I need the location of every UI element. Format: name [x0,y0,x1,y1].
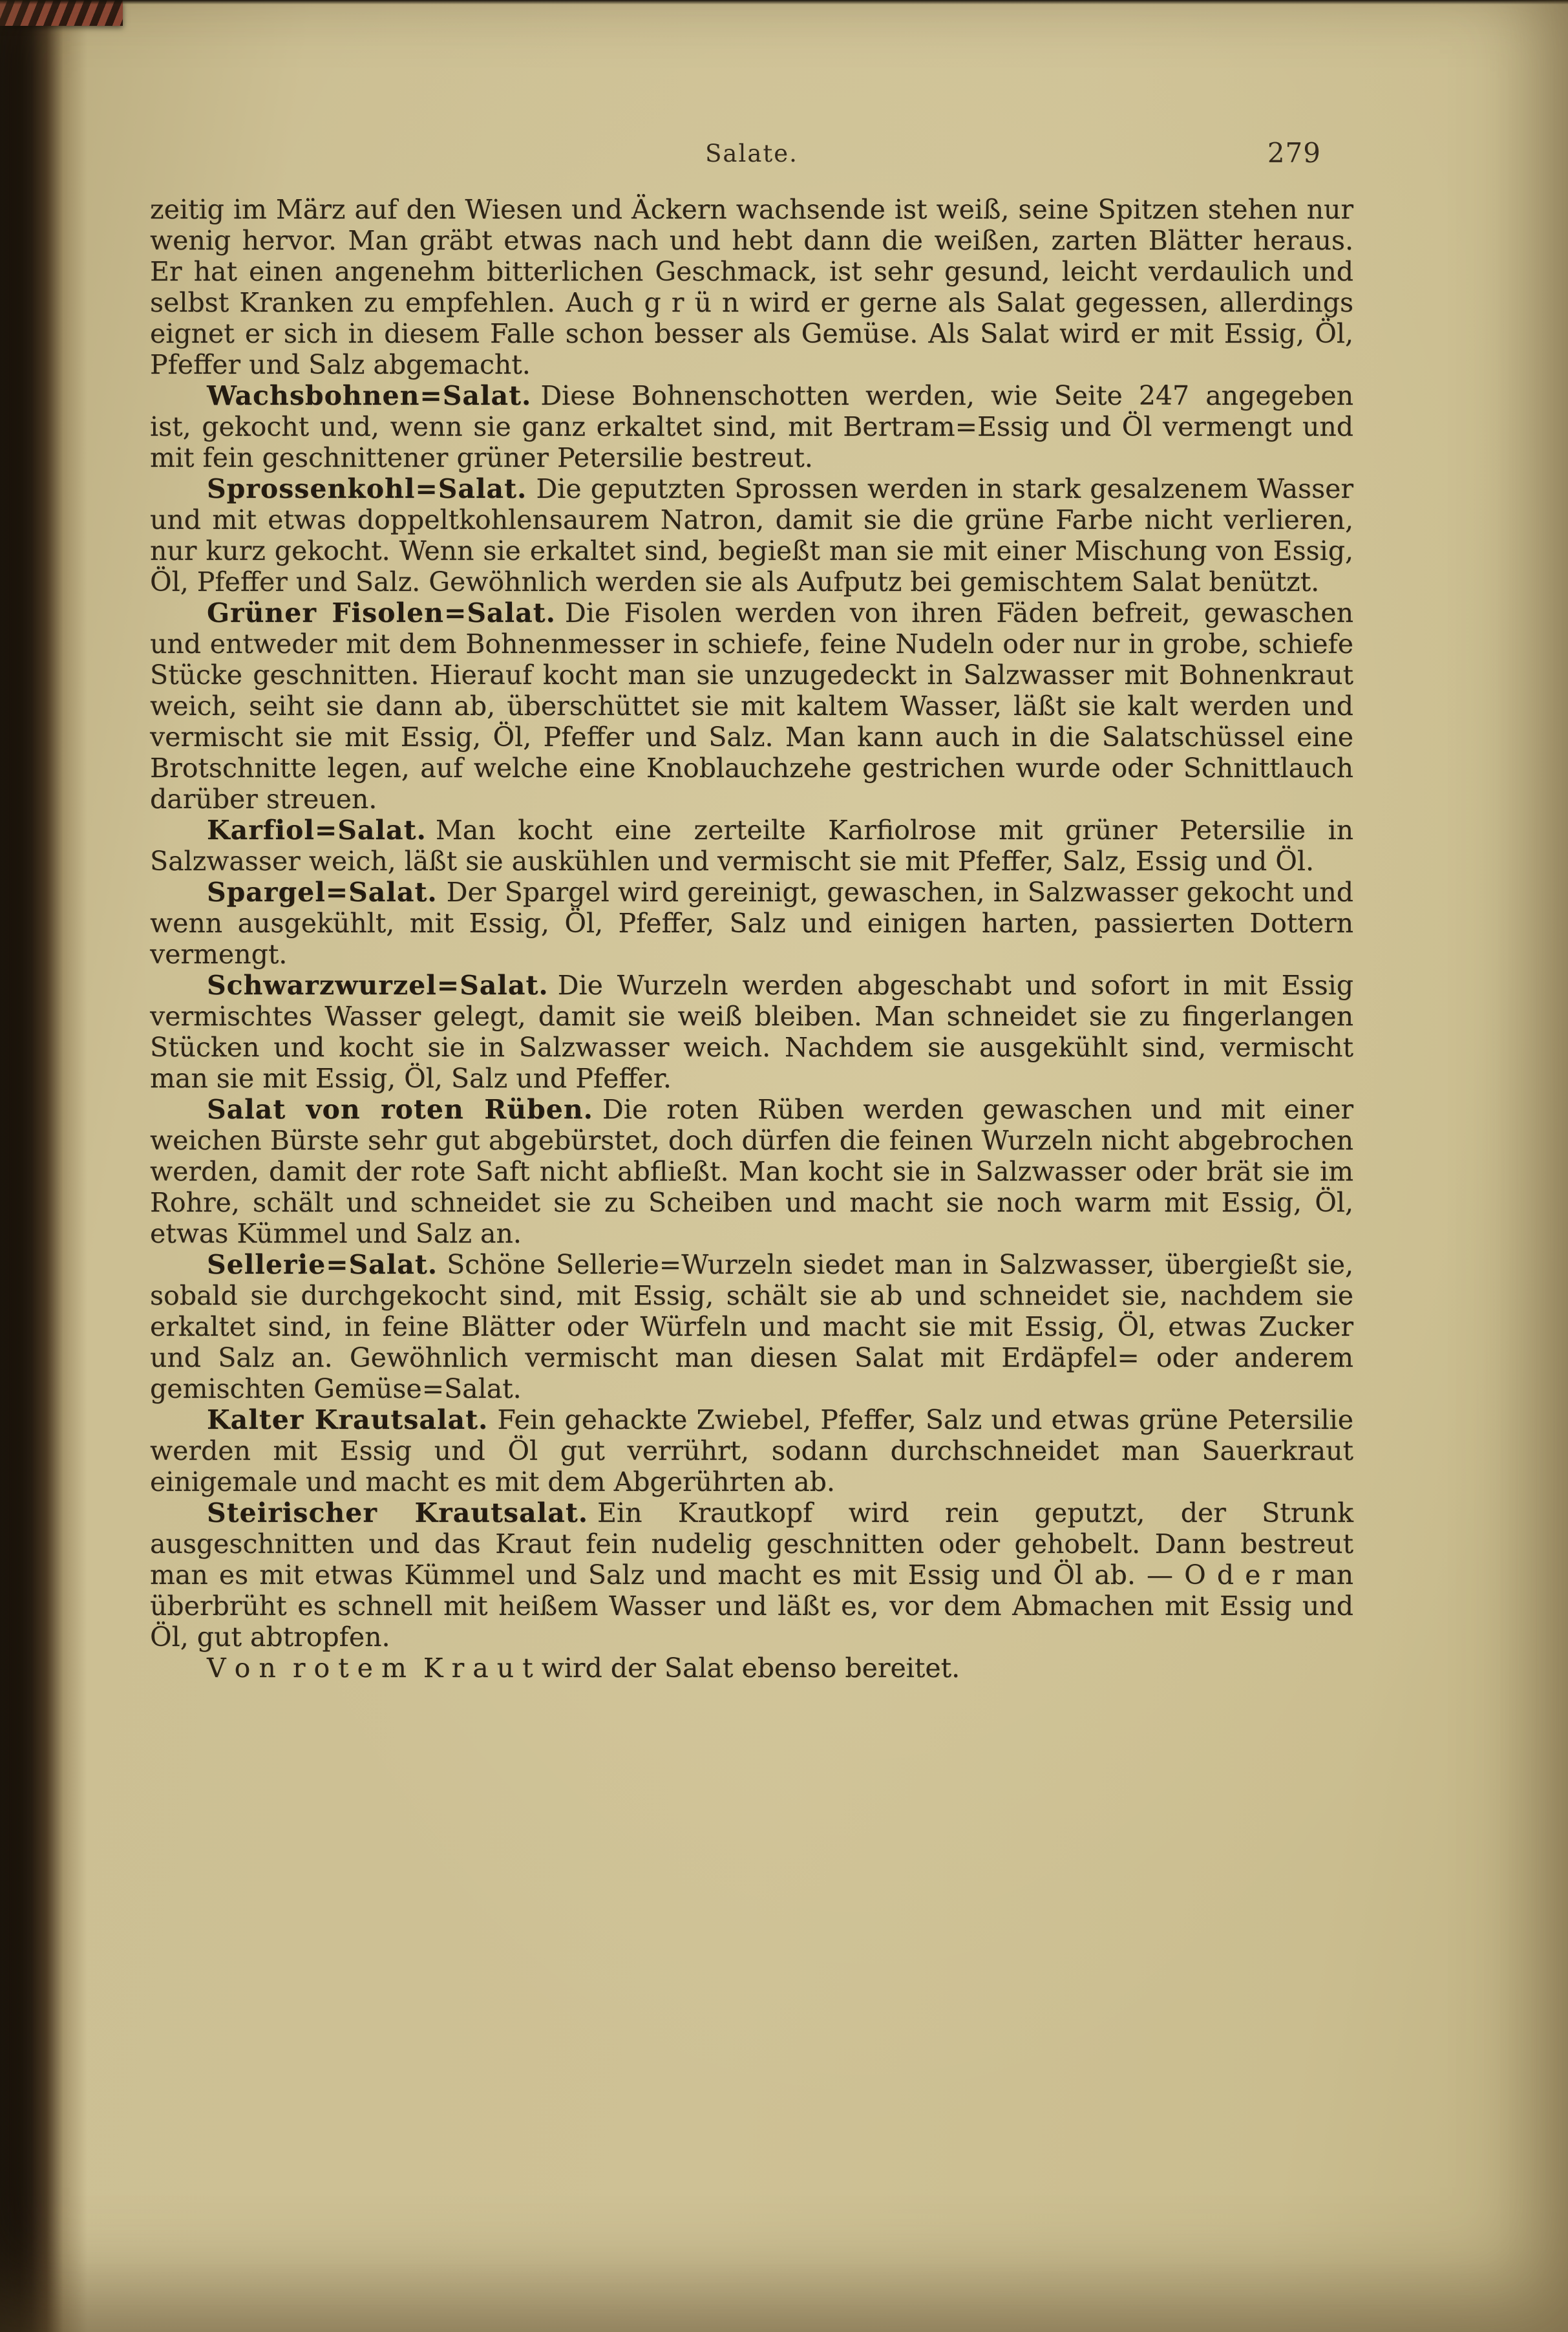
recipe-heading: Sprossenkohl=Salat. [207,473,527,504]
paragraph-text: Die geputzten Sprossen werden in stark gesalzenem Wasser und mit etwas doppeltkohlensaurem Natron, damit sie die grüne Farbe nicht verlieren, nur kurz gekocht. Wenn sie erkaltet sind, begießt man sie mit einer Mischung von Essig, Öl, Pfeffer und Salz. Gewöhnlich werden sie als Aufputz bei gemischtem Salat benützt. [150,473,1353,597]
paragraph [150,1094,1353,1249]
paragraph [150,1497,1353,1653]
paragraph [150,877,1353,970]
paragraph-text: V o n r o t e m K r a u t wird der Salat ebenso bereitet. [207,1653,960,1684]
recipe-heading: Schwarzwurzel=Salat. [207,970,549,1001]
paragraph-text: Ein Krautkopf wird rein geputzt, der Strunk ausgeschnitten und das Kraut fein nudelig geschnitten oder gehobelt. Dann bestreut man es mit etwas Kümmel und Salz und macht es mit Essig und Öl ab. — O d e r man überbrüht es schnell mit heißem Wasser und läßt es, vor dem Abmachen mit Essig und Öl, gut abtropfen. [150,1497,1353,1653]
paragraph-text: Schöne Sellerie=Wurzeln siedet man in Salzwasser, übergießt sie, sobald sie durchgekocht sind, mit Essig, schält sie ab und schneidet sie, nachdem sie erkaltet sind, in feine Blätter oder Würfeln und macht sie mit Essig, Öl, etwas Zucker und Salz an. Gewöhnlich vermischt man diesen Salat mit Erdäpfel= oder anderem gemischten Gemüse=Salat. [150,1249,1353,1404]
paragraph-text: Die Wurzeln werden abgeschabt und sofort in mit Essig vermischtes Wasser gelegt, damit sie weiß bleiben. Man schneidet sie zu fingerlangen Stücken und kocht sie in Salzwasser weich. Nachdem sie ausgekühlt sind, vermischt man sie mit Essig, Öl, Salz und Pfeffer. [150,970,1353,1094]
paragraph [150,380,1353,473]
recipe-heading: Sellerie=Salat. [207,1249,438,1280]
recipe-heading: Wachsbohnen=Salat. [207,380,532,411]
paragraph-text: Fein gehackte Zwiebel, Pfeffer, Salz und etwas grüne Petersilie werden mit Essig und Öl gut verrührt, sodann durchschneidet man Sauerkraut einigemale und macht es mit dem Abgerührten ab. [150,1404,1354,1497]
recipe-heading: Salat von roten Rüben. [207,1094,593,1125]
page-number: 279 [1267,137,1321,169]
recipe-heading: Spargel=Salat. [207,877,438,908]
running-header: Salate. [705,140,798,167]
paragraph-text: zeitig im März auf den Wiesen und Äckern wachsende ist weiß, seine Spitzen stehen nur wenig hervor. Man gräbt etwas nach und hebt dann die weißen, zarten Blätter heraus. Er hat einen angenehm bitterlichen Geschmack, ist sehr gesund, leicht verdaulich und selbst Kranken zu empfehlen. Auch g r ü n wird er gerne als Salat gegessen, allerdings eignet er sich in diesem Falle schon besser als Gemüse. Als Salat wird er mit Essig, Öl, Pfeffer und Salz abgemacht. [150,194,1353,380]
paragraph-text: Diese Bohnenschotten werden, wie Seite 247 angegeben ist, gekocht und, wenn sie ganz erkaltet sind, mit Bertram=Essig und Öl vermengt und mit fein geschnittener grüner Petersilie bestreut. [150,380,1353,473]
paragraph [150,1249,1353,1404]
recipe-heading: Karfiol=Salat. [207,815,427,846]
scan-top-edge [0,0,1568,5]
book-binding-edge [0,0,87,2332]
paragraph-text: Die Fisolen werden von ihren Fäden befreit, gewaschen und entweder mit dem Bohnenmesser in schiefe, feine Nudeln oder nur in grobe, schiefe Stücke geschnitten. Hierauf kocht man sie unzugedeckt in Salzwasser mit Bohnenkraut weich, seiht sie dann ab, überschüttet sie mit kaltem Wasser, läßt sie kalt werden und vermischt sie mit Essig, Öl, Pfeffer und Salz. Man kann auch in die Salatschüssel eine Brotschnitte legen, auf welche eine Knoblauchzehe gestrichen wurde oder Schnittlauch darüber streuen. [150,597,1353,815]
paragraph [150,597,1353,815]
paragraph [150,473,1353,597]
paragraph [150,1653,1353,1684]
paragraph [150,194,1353,380]
recipe-heading: Grüner Fisolen=Salat. [207,597,556,628]
paragraph [150,815,1353,877]
paragraph-text: Man kocht eine zerteilte Karfiolrose mit grüner Petersilie in Salzwasser weich, läßt sie auskühlen und vermischt sie mit Pfeffer, Salz, Essig und Öl. [150,815,1353,877]
recipe-heading: Kalter Krautsalat. [207,1404,489,1435]
recipe-heading: Steirischer Krautsalat. [207,1497,589,1528]
paragraph [150,1404,1353,1497]
text-block [150,194,1353,1684]
paragraph-text: Der Spargel wird gereinigt, gewaschen, in Salzwasser gekocht und wenn ausgekühlt, mit Essig, Öl, Pfeffer, Salz und einigen harten, passierten Dottern vermengt. [150,877,1353,970]
paragraph-text: Die roten Rüben werden gewaschen und mit einer weichen Bürste sehr gut abgebürstet, doch dürfen die feinen Wurzeln nicht abgebrochen werden, damit der rote Saft nicht abfließt. Man kocht sie in Salzwasser oder brät sie im Rohre, schält und schneidet sie zu Scheiben und macht sie noch warm mit Essig, Öl, etwas Kümmel und Salz an. [150,1094,1353,1249]
paragraph [150,970,1353,1094]
